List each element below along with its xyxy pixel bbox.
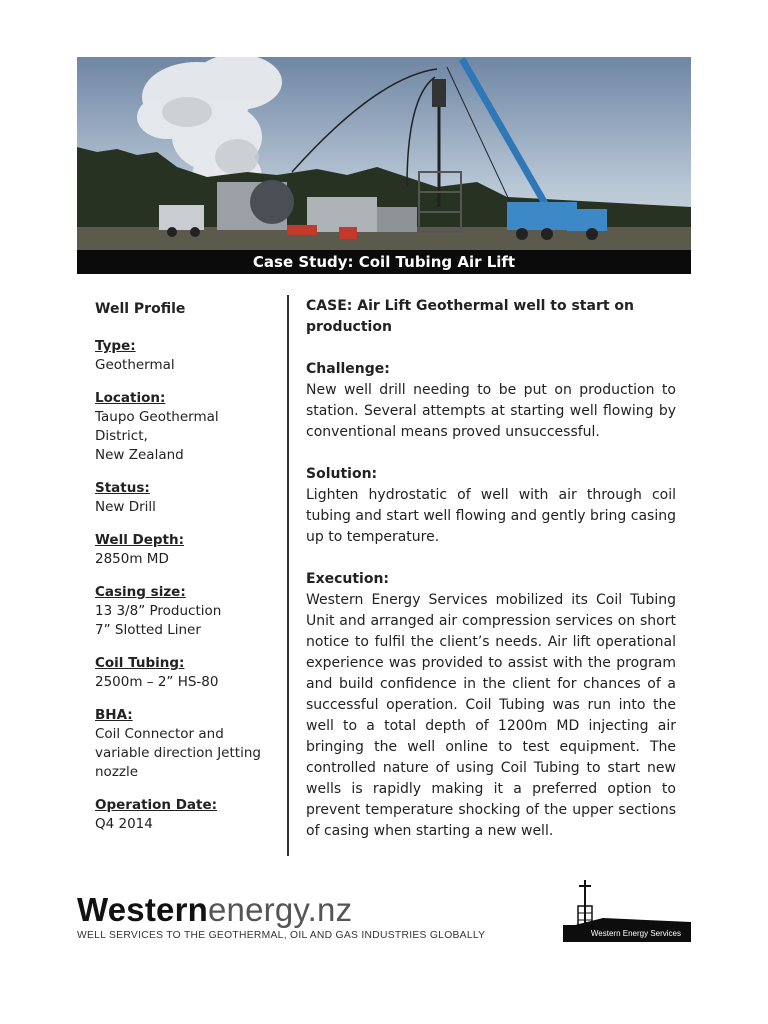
profile-field-value: New Drill (95, 499, 156, 515)
case-study-title: Case Study: Coil Tubing Air Lift (77, 250, 691, 274)
brand-bold: Western (77, 891, 208, 928)
execution-body: Western Energy Services mobilized its Coil Tubing Unit and arranged air compression services on short notice to fulfil the client’s needs. Air lift operational experience was provided to assist with the program and build confidence in the client for chances of a successful operation. Coil Tubing was run into the well to a total depth of 1200m MD injecting air bringing the well online to test equipment. The controlled nature of using Coil Tubing to start new wells is rapidly making it a preferred option to prevent temperature shocking of the upper sections of casing when starting a new well. (306, 592, 676, 839)
drill-rig-icon (563, 878, 691, 928)
profile-field-label: Status: (95, 480, 150, 496)
well-profile-heading: Well Profile (95, 301, 186, 317)
profile-field-value: New Zealand (95, 447, 184, 463)
brand-light: energy.nz (208, 891, 353, 928)
profile-field (95, 583, 275, 640)
profile-field-label: BHA: (95, 707, 133, 723)
profile-field-label: Coil Tubing: (95, 655, 185, 671)
profile-field-label: Location: (95, 390, 166, 406)
profile-field-value: District, (95, 428, 148, 444)
profile-field-value: variable direction Jetting (95, 745, 261, 761)
profile-field-value: Geothermal (95, 357, 175, 373)
profile-field-label: Well Depth: (95, 532, 185, 548)
brand-tagline: WELL SERVICES TO THE GEOTHERMAL, OIL AND GAS INDUSTRIES GLOBALLY (77, 930, 486, 941)
profile-field (95, 796, 275, 834)
well-profile (95, 300, 275, 848)
profile-field (95, 389, 275, 465)
profile-field-value: 2850m MD (95, 551, 169, 567)
solution-heading: Solution: (306, 466, 378, 482)
badge-label: Western Energy Services (563, 925, 691, 942)
profile-field-value: 2500m – 2” HS-80 (95, 674, 219, 690)
geothermal-site-illustration (77, 57, 691, 274)
execution-section (306, 569, 676, 842)
brand-wordmark (77, 892, 547, 928)
solution-section (306, 464, 676, 548)
company-badge (563, 878, 691, 942)
profile-field (95, 479, 275, 517)
profile-field (95, 706, 275, 782)
case-title: CASE: Air Lift Geothermal well to start on production (306, 298, 635, 335)
profile-field-value: Q4 2014 (95, 816, 153, 832)
case-details (306, 296, 676, 863)
solution-body: Lighten hydrostatic of well with air through coil tubing and start well flowing and gently bring casing up to temperature. (306, 487, 676, 545)
profile-field-label: Type: (95, 338, 136, 354)
profile-field-label: Operation Date: (95, 797, 218, 813)
hero-photo (77, 57, 691, 274)
profile-field (95, 337, 275, 375)
profile-field-value: Coil Connector and (95, 726, 224, 742)
western-energy-logo (77, 892, 547, 952)
profile-field-value: 13 3/8” Production (95, 603, 222, 619)
profile-field-value: Taupo Geothermal (95, 409, 219, 425)
profile-field-value: nozzle (95, 764, 139, 780)
challenge-section (306, 359, 676, 443)
column-divider (287, 295, 289, 856)
profile-field-value: 7” Slotted Liner (95, 622, 201, 638)
challenge-heading: Challenge: (306, 361, 390, 377)
execution-heading: Execution: (306, 571, 390, 587)
profile-field (95, 654, 275, 692)
profile-field (95, 531, 275, 569)
profile-field-label: Casing size: (95, 584, 186, 600)
challenge-body: New well drill needing to be put on production to station. Several attempts at starting well flowing by conventional means proved unsuccessful. (306, 382, 676, 440)
